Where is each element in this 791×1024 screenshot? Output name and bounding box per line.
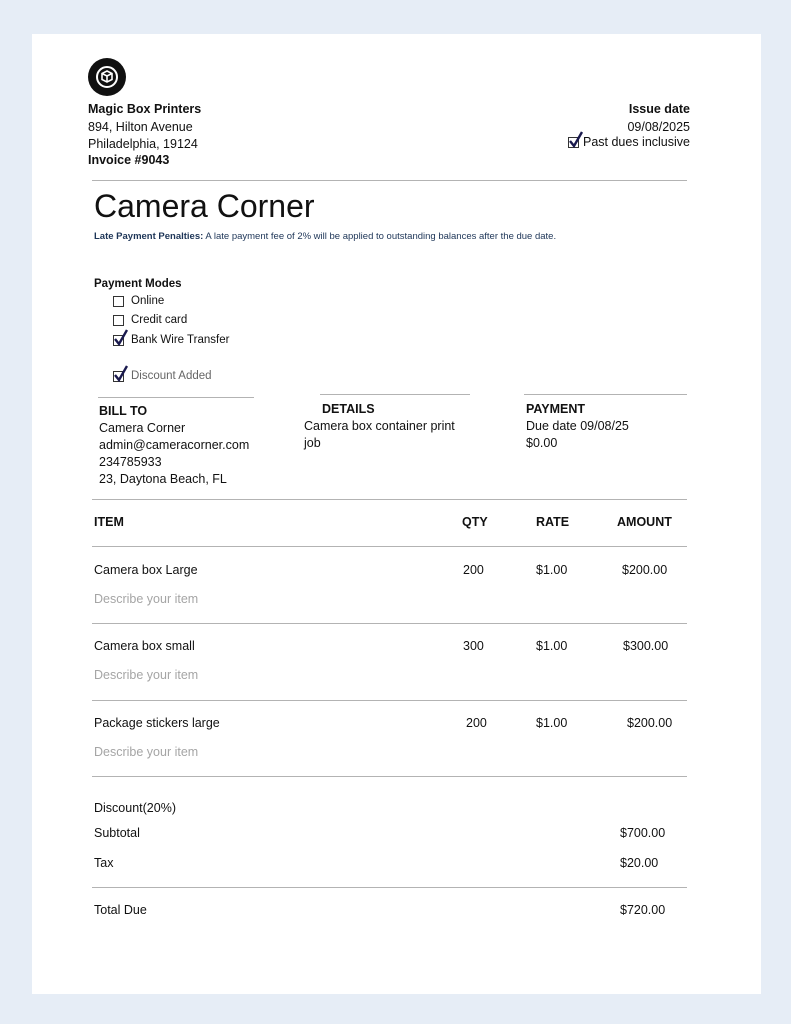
payment-modes-title: Payment Modes [94, 278, 182, 290]
past-dues-label: Past dues inclusive [582, 135, 690, 149]
row-item-description[interactable]: Describe your item [94, 592, 199, 606]
divider [98, 397, 254, 398]
divider [320, 394, 470, 395]
row-item-description[interactable]: Describe your item [94, 745, 199, 759]
divider [92, 623, 687, 624]
tax-label: Tax [94, 856, 114, 870]
total-due-label: Total Due [94, 903, 147, 917]
checkbox-checked-icon [113, 371, 124, 382]
subtotal-value: $700.00 [620, 826, 666, 840]
checkbox-empty-icon [113, 296, 124, 307]
header-amount: AMOUNT [617, 515, 672, 529]
penalty-label: Late Payment Penalties: [94, 231, 204, 242]
invoice-number: Invoice #9043 [88, 153, 170, 167]
header-rate: RATE [536, 515, 570, 529]
issue-date-value: 09/08/2025 [627, 120, 690, 134]
discount-added-checkbox[interactable] [113, 370, 212, 382]
past-dues-checkbox[interactable] [568, 135, 690, 149]
details-line1: Camera box container print [304, 419, 455, 433]
divider [92, 776, 687, 777]
option-label: Bank Wire Transfer [131, 334, 230, 346]
divider [524, 394, 687, 395]
header-qty: QTY [462, 515, 488, 529]
checkbox-checked-icon [113, 335, 124, 346]
tax-value: $20.00 [620, 856, 659, 870]
divider [92, 887, 687, 888]
payment-due-date: Due date 09/08/25 [526, 419, 629, 433]
row-item-name: Camera box small [94, 639, 195, 653]
payment-heading: PAYMENT [526, 402, 586, 416]
checkbox-checked-icon [568, 137, 579, 148]
divider [92, 700, 687, 701]
checkbox-empty-icon [113, 315, 124, 326]
row-qty: 200 [466, 716, 487, 730]
details-line2: job [304, 436, 321, 450]
divider [92, 546, 687, 547]
row-rate: $1.00 [536, 639, 568, 653]
bill-to-email: admin@cameracorner.com [99, 438, 250, 452]
discount-label: Discount(20%) [94, 801, 176, 815]
row-rate: $1.00 [536, 563, 568, 577]
bill-to-name: Camera Corner [99, 421, 186, 435]
payment-amount: $0.00 [526, 436, 558, 450]
client-title: Camera Corner [94, 188, 315, 224]
penalty-text: A late payment fee of 2% will be applied to outstanding balances after the due date. [205, 231, 557, 242]
row-amount: $300.00 [623, 639, 669, 653]
row-item-name: Camera box Large [94, 563, 198, 577]
company-address-line2: Philadelphia, 19124 [88, 137, 198, 151]
bill-to-heading: BILL TO [99, 404, 148, 418]
row-item-name: Package stickers large [94, 716, 220, 730]
bill-to-address: 23, Daytona Beach, FL [99, 472, 227, 486]
total-due-value: $720.00 [620, 903, 666, 917]
late-payment-note [94, 231, 556, 242]
row-qty: 300 [463, 639, 484, 653]
company-address-line1: 894, Hilton Avenue [88, 120, 193, 134]
payment-option-online[interactable] [113, 295, 164, 307]
option-label: Online [131, 295, 165, 307]
subtotal-label: Subtotal [94, 826, 140, 840]
row-item-description[interactable]: Describe your item [94, 668, 199, 682]
option-label: Credit card [131, 314, 188, 326]
row-amount: $200.00 [627, 716, 673, 730]
payment-option-credit-card[interactable] [113, 314, 187, 326]
divider [92, 180, 687, 181]
invoice-page [32, 34, 761, 994]
row-qty: 200 [463, 563, 484, 577]
details-heading: DETAILS [322, 402, 375, 416]
bill-to-phone: 234785933 [99, 455, 162, 469]
box-logo-icon [88, 58, 126, 96]
payment-option-bank-wire[interactable] [113, 334, 229, 346]
row-rate: $1.00 [536, 716, 568, 730]
issue-date-label: Issue date [628, 102, 690, 116]
divider [92, 499, 687, 500]
discount-added-label: Discount Added [131, 370, 212, 382]
row-amount: $200.00 [622, 563, 668, 577]
company-name: Magic Box Printers [88, 102, 202, 116]
header-item: ITEM [94, 515, 124, 529]
